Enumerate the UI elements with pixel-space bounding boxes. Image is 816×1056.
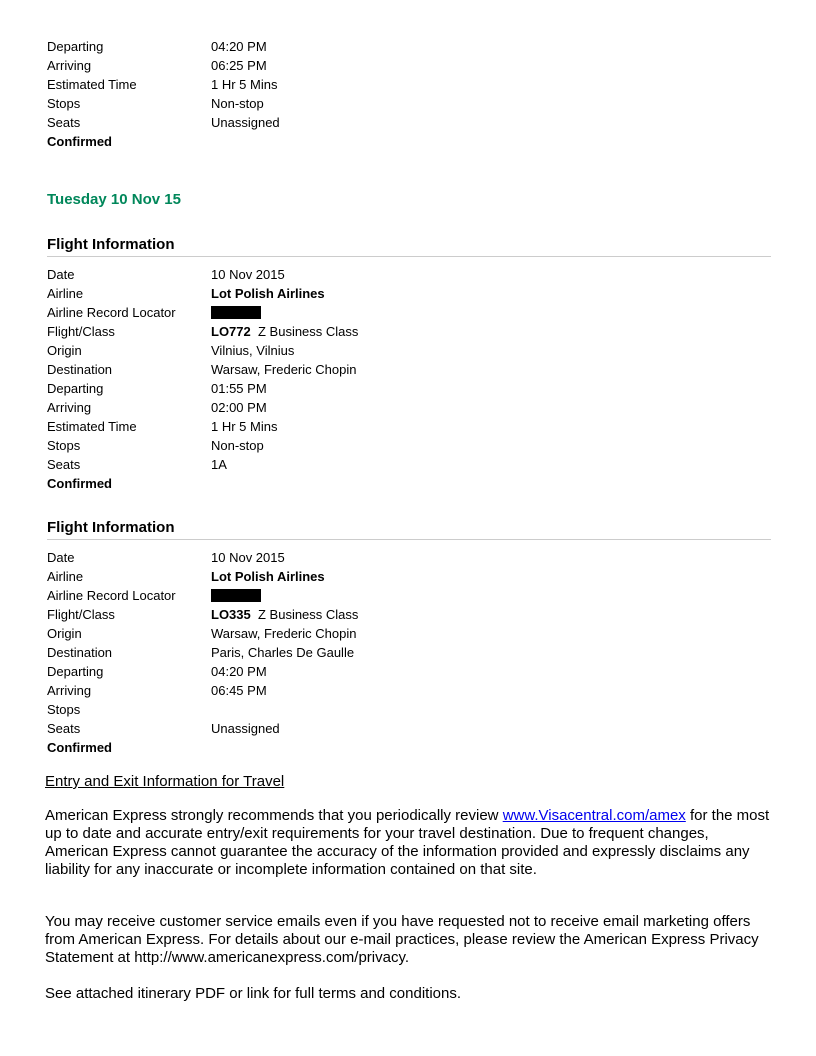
flight-1-estimated-time-row: [47, 417, 747, 436]
visacentral-link[interactable]: www.Visacentral.com/amex: [502, 807, 686, 824]
flight-1-airline-row: [47, 284, 747, 303]
field-value: Warsaw, Frederic Chopin: [211, 626, 357, 641]
flight-2-record-locator-row: [47, 586, 747, 605]
field-value: 04:20 PM: [211, 39, 267, 54]
field-label: Arriving: [47, 400, 92, 415]
flight-1-origin-row: [47, 341, 747, 360]
field-value: Warsaw, Frederic Chopin: [211, 362, 357, 377]
flight-1-destination-row: [47, 360, 747, 379]
flight-1-date-row: [47, 265, 747, 284]
flight-1-confirmed-status: Confirmed: [47, 476, 112, 491]
flight-1-departing-row: [47, 379, 747, 398]
flight-1-seats-row: [47, 455, 747, 474]
field-label: Departing: [47, 381, 104, 396]
flight-2-destination-row: [47, 643, 747, 662]
redacted-block: [211, 589, 261, 602]
flight-2-date-row: [47, 548, 747, 567]
flight-class: Z Business Class: [257, 324, 359, 339]
top-estimated-time-row: [47, 75, 747, 94]
entry-exit-title[interactable]: Entry and Exit Information for Travel: [45, 773, 285, 790]
day-heading: Tuesday 10 Nov 15: [47, 191, 181, 208]
flight-1-divider: [47, 256, 771, 257]
field-value: Unassigned: [211, 115, 280, 130]
flight-2-stops-row: [47, 700, 747, 719]
terms-notice-paragraph: See attached itinerary PDF or link for full terms and conditions.: [45, 985, 462, 1002]
field-value: Lot Polish Airlines: [211, 569, 325, 584]
flight-2-departing-row: [47, 662, 747, 681]
field-label: Estimated Time: [47, 77, 137, 92]
field-label: Seats: [47, 457, 81, 472]
field-label: Origin: [47, 343, 82, 358]
field-label: Destination: [47, 645, 113, 660]
field-value: 1 Hr 5 Mins: [211, 77, 278, 92]
flight-1-record-locator-row: [47, 303, 747, 322]
top-departing-row: [47, 37, 747, 56]
flight-1-arriving-row: [47, 398, 747, 417]
flight-number: LO772: [211, 324, 251, 339]
flight-2-divider: [47, 539, 771, 540]
top-confirmed-status: Confirmed: [47, 134, 112, 149]
field-value: [211, 605, 358, 624]
flight-1-flight-class-row: [47, 322, 747, 341]
field-label: Flight/Class: [47, 607, 115, 622]
field-label: Departing: [47, 664, 104, 679]
flight-2-flight-class-row: [47, 605, 747, 624]
field-value: 01:55 PM: [211, 381, 267, 396]
field-label: Airline Record Locator: [47, 588, 176, 603]
field-value: 06:45 PM: [211, 683, 267, 698]
field-value: 02:00 PM: [211, 400, 267, 415]
flight-2-origin-row: [47, 624, 747, 643]
field-value: [211, 586, 261, 605]
redacted-block: [211, 306, 261, 319]
field-value: [211, 322, 358, 341]
field-label: Arriving: [47, 683, 92, 698]
field-value: [211, 303, 261, 322]
field-value: Lot Polish Airlines: [211, 286, 325, 301]
field-value: 04:20 PM: [211, 664, 267, 679]
flight-2-confirmed-status: Confirmed: [47, 740, 112, 755]
flight-class: Z Business Class: [257, 607, 359, 622]
field-value: Non-stop: [211, 438, 264, 453]
field-label: Airline: [47, 569, 84, 584]
field-label: Airline: [47, 286, 84, 301]
field-label: Seats: [47, 721, 81, 736]
field-label: Stops: [47, 438, 81, 453]
field-label: Arriving: [47, 58, 92, 73]
field-value: Non-stop: [211, 96, 264, 111]
flight-1-section-title: Flight Information: [47, 236, 175, 253]
top-seats-row: [47, 113, 747, 132]
entry-exit-paragraph: [45, 807, 775, 879]
field-label: Estimated Time: [47, 419, 137, 434]
top-stops-row: [47, 94, 747, 113]
field-label: Destination: [47, 362, 113, 377]
email-notice-paragraph: You may receive customer service emails even if you have requested not to receive email marketing offers from American Express. For details about our e-mail practices, please review the American Express Privacy Statement at http://www.americanexpress.com/privacy.: [45, 913, 759, 966]
flight-2-airline-row: [47, 567, 747, 586]
field-value: 10 Nov 2015: [211, 550, 285, 565]
flight-2-seats-row: [47, 719, 747, 738]
field-value: 10 Nov 2015: [211, 267, 285, 282]
field-value: 1 Hr 5 Mins: [211, 419, 278, 434]
top-arriving-row: [47, 56, 747, 75]
field-value: Unassigned: [211, 721, 280, 736]
field-value: 06:25 PM: [211, 58, 267, 73]
field-label: Seats: [47, 115, 81, 130]
entry-exit-text-before: American Express strongly recommends that you periodically review: [45, 807, 503, 824]
field-label: Flight/Class: [47, 324, 115, 339]
field-label: Airline Record Locator: [47, 305, 176, 320]
entry-exit-text-after: for the most up to date and accurate entry/exit requirements for your travel destination. Due to frequent changes, American Express cannot guarantee the accuracy of the information provided and expressly disclaims any liability for any inaccurate or incomplete information contained on that site.: [45, 807, 770, 878]
flight-2-arriving-row: [47, 681, 747, 700]
field-value: Vilnius, Vilnius: [211, 343, 295, 358]
field-label: Date: [47, 267, 75, 282]
field-value: 1A: [211, 457, 227, 472]
field-label: Date: [47, 550, 75, 565]
field-label: Origin: [47, 626, 82, 641]
field-label: Stops: [47, 702, 81, 717]
flight-2-section-title: Flight Information: [47, 519, 175, 536]
field-label: Stops: [47, 96, 81, 111]
field-label: Departing: [47, 39, 104, 54]
field-value: Paris, Charles De Gaulle: [211, 645, 355, 660]
flight-number: LO335: [211, 607, 251, 622]
flight-1-stops-row: [47, 436, 747, 455]
